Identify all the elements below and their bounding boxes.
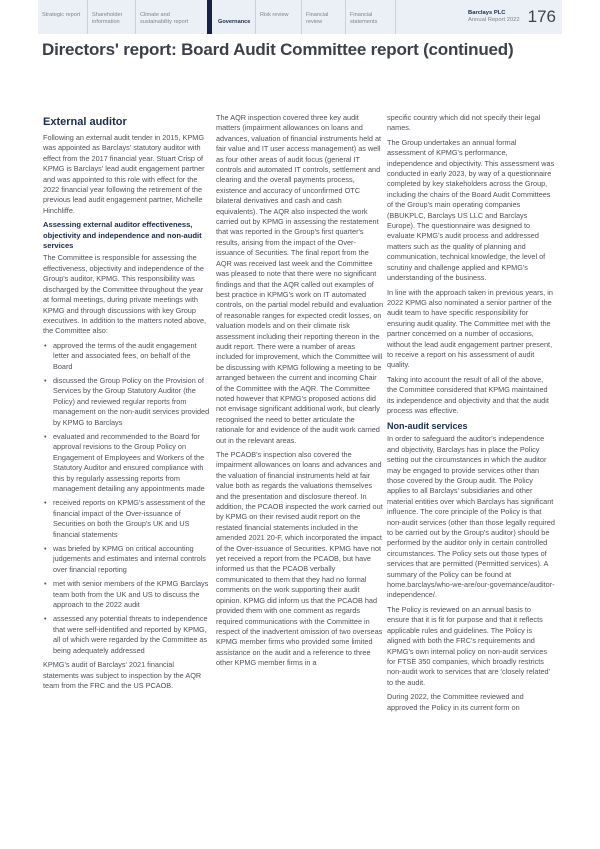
nav-tab-climate-sustainability[interactable]: Climate and sustainability report [136,0,208,34]
brand-name: Barclays PLC [468,10,506,16]
subheading-assessing-auditor: Assessing external auditor effectiveness, objectivity and independence and non-audit services [43,220,202,251]
list-item: • discussed the Group Policy on the Provision of Services by the Group Statutory Auditor (the Policy) and reviewed regular reports from management on the non-audit services provided by KPMG to Barclays [43,376,211,428]
nav-tab-financial-statements[interactable]: Financial statements [346,0,396,34]
section-heading-external-auditor: External auditor [43,116,127,128]
nav-tab-risk-review[interactable]: Risk review [256,0,302,34]
paragraph: The PCAOB's inspection also covered the impairment allowances on loans and advances and the valuation of financial instruments held at fair value both as regards the valuations themselves and the presentation and disclosure thereof. In addition, the PCAOB inspected the work carried out by KPMG on their revised audit report on the restated financial statements included in the amended 2021 20-F, which incorporated the impact of the Over-issuance of Securities. KPMG have not yet received a report from the PCAOB, but have informed us that the PCAOB verbally communicated to them that they had no formal comments on the work supporting their audit opinion. KPMG did inform us that the PCAOB had provided them with one comment as regards required communications with the Committee in respect of the inadvertent omission of two overseas KPMG member firms who provided some limited assistance on the audit and a reference to three other KPMG member firms in a [216,450,383,668]
bullet-list [43,341,211,656]
paragraph: Taking into account the result of all of the above, the Committee considered that KPMG maintained its independence and objectivity and that the audit process was effective. [387,374,549,415]
nav-tab-shareholder-information[interactable]: Shareholder information [88,0,136,34]
column-1 [43,116,211,695]
section-heading-non-audit-services: Non-audit services [387,421,468,432]
nav-tab-financial-review[interactable]: Financial review [302,0,346,34]
column-3 [387,113,555,717]
paragraph: Following an external audit tender in 2015, KPMG was appointed as Barclays' statutory auditor with effect from the 2017 financial year. Stuart Crisp of KPMG is Barclays' lead audit engagement partner and was appointed to this role with effect for the 2022 financial year following the retirement of the previous lead audit engagement partner, Michelle Hinchliffe. [43,133,205,215]
paragraph: The Committee is responsible for assessing the effectiveness, objectivity and independence of the Group's auditor, KPMG. This responsibility was discharged by the Committee throughout the year at formal meetings, during private meetings with KPMG and through discussions with key Group executives. In addition to the matters noted above, the Committee also: [43,253,207,336]
page-title: Directors' report: Board Audit Committee report (continued) [42,40,514,59]
column-2 [216,113,384,673]
page-number: 176 [527,7,556,26]
list-item: • assessed any potential threats to independence that were self-identified and reported by KPMG, all of which were regarded by the Committee as being adequately addressed [43,614,211,656]
report-name: Annual Report 2022 [468,17,520,23]
paragraph: In order to safeguard the auditor's independence and objectivity, Barclays has in place the Policy setting out the circumstances in which the auditor may be engaged to provide services other than those covered by the Group audit. The Policy applies to all Barclays' subsidiaries and other material entities over which Barclays has significant influence. The core principle of the Policy is that non-audit services (other than those legally required to be carried out by the Group's auditor) should be performed by the auditor only in certain controlled circumstances. The Policy sets out those types of services that are permitted (Permitted services). A summary of the Policy can be found at home.barclays/who-we-are/our-governance/auditor-independence/. [387,434,555,600]
paragraph: The Policy is reviewed on an annual basis to ensure that it is fit for purpose and that it reflects applicable rules and guidelines. The Policy is aligned with both the FRC's requirements and KPMG's own internal policy on non-audit services for FTSE 350 companies, which broadly restricts non-audit work to services that are 'closely related' to the audit. [387,604,550,687]
list-item: • was briefed by KPMG on critical accounting judgements and estimates and internal controls over financial reporting [43,544,211,575]
paragraph: The AQR inspection covered three key audit matters (impairment allowances on loans and advances, valuation of financial instruments held at fair value and IT user access management) as well as four other areas of audit focus (general IT controls and automated IT controls, settlement and clearing and the overall payments process, existence and accuracy of unconfirmed OTC bilateral derivatives and cash and cash equivalents). The AQR also inspected the work carried out by KPMG in assessing the restatement that was reported in the Group's first quarter's results, arising from the impact of the Over-issuance of Securities. The final report from the AQR was received last week and the Committee was pleased to note that there were no significant findings and that the AQR called out examples of best practice in KPMG's work on IT automated controls, on the partial model rebuild and evaluation of reasonable ranges for expected credit losses, on valuation models and on their climate risk assessment including their reporting thereon in the audit report. There were a number of areas included for improvement, which the Committee will be discussing with KPMG following a meeting to be arranged between the current and incoming Chair of the Committee with the AQR. The Committee noted however that KPMG's proposed actions did not envisage significant additional work, but clearly recognised the need to better articulate the rationale for and evidence of the audit work carried out in the relevant areas. [216,113,384,445]
nav-tab-governance[interactable]: Governance [208,0,256,34]
section-nav [38,0,562,34]
nav-tab-strategic-report[interactable]: Strategic report [38,0,88,34]
brand-block [468,0,562,34]
paragraph: KPMG's audit of Barclays' 2021 financial statements was subject to inspection by the AQR team from the FRC and the US PCAOB. [43,660,202,690]
list-item: • received reports on KPMG's assessment of the financial impact of the Over-issuance of Securities on both the Group's UK and US financial statements [43,498,211,540]
list-item: • met with senior members of the KPMG Barclays team both from the UK and US to discuss the approach to the 2022 audit [43,579,211,610]
paragraph: In line with the approach taken in previous years, in 2022 KPMG also nominated a senior partner of the audit team to have specific responsibility for ensuring audit quality. The Committee met with the partner concerned on a number of occasions, without the lead audit engagement partner present, to receive a report on his assessment of audit quality. [387,287,553,370]
paragraph: The Group undertakes an annual formal assessment of KPMG's performance, independence and objectivity. This assessment was conducted in early 2023, by way of a questionnaire completed by key stakeholders across the Group, including the chairs of the Board Audit Committees of the Group's main operating companies (BBUKPLC, Barclays US LLC and Barclays Europe). The questionnaire was designed to evaluate KPMG's audit process and addressed matters such as the quality of planning and communication, technical knowledge, the level of scrutiny and challenge applied and KPMG's understanding of the business. [387,137,555,283]
paragraph: During 2022, the Committee reviewed and approved the Policy in its current form on [387,692,524,712]
brand-text [468,10,520,24]
list-item: • evaluated and recommended to the Board for approval revisions to the Group Policy on Engagement of Employees and Workers of the Statutory Auditor and ensured compliance with this by regularly assessing reports from management detailing any appointments made [43,432,211,494]
list-item: • approved the terms of the audit engagement letter and associated fees, on behalf of the Board [43,341,211,372]
paragraph: specific country which did not specify their legal names. [387,113,541,133]
